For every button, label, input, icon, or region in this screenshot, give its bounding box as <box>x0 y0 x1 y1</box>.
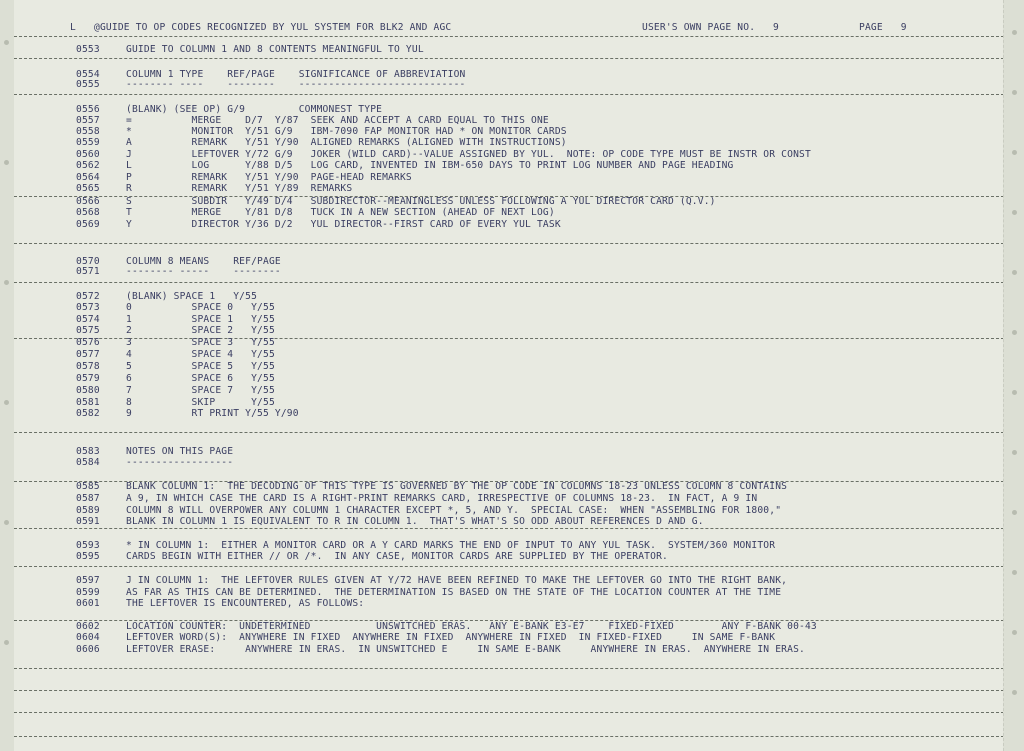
divider <box>14 243 1004 244</box>
sprocket-hole <box>1012 630 1017 635</box>
list-item: 0591 BLANK IN COLUMN 1 IS EQUIVALENT TO R IN COLUMN 1. THAT'S WHAT'S SO ODD ABOUT REFERENCES D AND G. <box>76 516 704 527</box>
list-item: 0582 9 RT PRINT Y/55 Y/90 <box>76 408 299 419</box>
list-item: 0560 J LEFTOVER Y/72 G/9 JOKER (WILD CARD)--VALUE ASSIGNED BY YUL. NOTE: OP CODE TYPE MUST BE INSTR OR CONST <box>76 149 811 160</box>
sprocket-hole <box>1012 510 1017 515</box>
sprocket-hole <box>1012 90 1017 95</box>
divider <box>14 282 1004 283</box>
sprocket-hole <box>1012 390 1017 395</box>
list-item: 0578 5 SPACE 5 Y/55 <box>76 361 275 372</box>
left-tractor-margin <box>0 0 15 751</box>
list-item: 0606 LEFTOVER ERASE: ANYWHERE IN ERAS. IN UNSWITCHED E IN SAME E-BANK ANYWHERE IN ERAS. ANYWHERE IN ERAS. <box>76 644 805 655</box>
printout-page <box>14 0 1004 751</box>
list-item: 0593 * IN COLUMN 1: EITHER A MONITOR CARD OR A Y CARD MARKS THE END OF INPUT TO ANY YUL TASK. SYSTEM/360 MONITOR <box>76 540 776 551</box>
divider <box>14 668 1004 669</box>
list-item: 0568 T MERGE Y/81 D/8 TUCK IN A NEW SECTION (AHEAD OF NEXT LOG) <box>76 207 555 218</box>
list-item: 0602 LOCATION COUNTER: UNDETERMINED UNSWITCHED ERAS. ANY E-BANK E3-E7 FIXED-FIXED ANY F-BANK 00-43 <box>76 621 817 632</box>
sprocket-hole <box>4 400 9 405</box>
right-tractor-margin <box>1003 0 1024 751</box>
list-item: 0577 4 SPACE 4 Y/55 <box>76 349 275 360</box>
sprocket-hole <box>1012 270 1017 275</box>
list-item: 0585 BLANK COLUMN 1: THE DECODING OF THIS TYPE IS GOVERNED BY THE OP CODE IN COLUMNS 18-23 UNLESS COLUMN 8 CONTAINS <box>76 481 788 492</box>
list-item: 0570 COLUMN 8 MEANS REF/PAGE <box>76 256 281 267</box>
divider <box>14 94 1004 95</box>
header-left-mark: L <box>70 22 76 33</box>
page-header <box>14 22 1004 34</box>
list-item: 0575 2 SPACE 2 Y/55 <box>76 325 275 336</box>
users-page-number: USER'S OWN PAGE NO. 9 <box>642 22 779 33</box>
sprocket-hole <box>4 520 9 525</box>
list-item: 0601 THE LEFTOVER IS ENCOUNTERED, AS FOLLOWS: <box>76 598 365 609</box>
list-item: 0556 (BLANK) (SEE OP) G/9 COMMONEST TYPE <box>76 104 383 115</box>
list-item: 0557 = MERGE D/7 Y/87 SEEK AND ACCEPT A CARD EQUAL TO THIS ONE <box>76 115 549 126</box>
list-item: 0565 R REMARK Y/51 Y/89 REMARKS <box>76 183 353 194</box>
page-title: @GUIDE TO OP CODES RECOGNIZED BY YUL SYSTEM FOR BLK2 AND AGC <box>94 22 452 33</box>
list-item: 0589 COLUMN 8 WILL OVERPOWER ANY COLUMN 1 CHARACTER EXCEPT *, 5, AND Y. SPECIAL CASE: WHEN "ASSEMBLING FOR 1800," <box>76 505 782 516</box>
divider <box>14 58 1004 59</box>
list-item: 0573 0 SPACE 0 Y/55 <box>76 302 275 313</box>
list-item: 0562 L LOG Y/88 D/5 LOG CARD, INVENTED IN IBM-650 DAYS TO PRINT LOG NUMBER AND PAGE HEADING <box>76 160 734 171</box>
list-item: 0569 Y DIRECTOR Y/36 D/2 YUL DIRECTOR--FIRST CARD OF EVERY YUL TASK <box>76 219 561 230</box>
sprocket-hole <box>1012 30 1017 35</box>
list-item: 0554 COLUMN 1 TYPE REF/PAGE SIGNIFICANCE OF ABBREVIATION <box>76 69 466 80</box>
sprocket-hole <box>1012 330 1017 335</box>
sprocket-hole <box>4 280 9 285</box>
list-item: 0604 LEFTOVER WORD(S): ANYWHERE IN FIXED ANYWHERE IN FIXED ANYWHERE IN FIXED IN FIXED-FIXED IN SAME F-BANK <box>76 632 776 643</box>
sprocket-hole <box>1012 570 1017 575</box>
list-item: 0579 6 SPACE 6 Y/55 <box>76 373 275 384</box>
list-item: 0581 8 SKIP Y/55 <box>76 397 275 408</box>
list-item: 0584 ------------------ <box>76 457 234 468</box>
sprocket-hole <box>1012 450 1017 455</box>
list-item: 0587 A 9, IN WHICH CASE THE CARD IS A RIGHT-PRINT REMARKS CARD, IRRESPECTIVE OF COLUMNS 18-23. IN FACT, A 9 IN <box>76 493 758 504</box>
divider <box>14 712 1004 713</box>
sprocket-hole <box>1012 150 1017 155</box>
list-item: 0595 CARDS BEGIN WITH EITHER // OR /*. IN ANY CASE, MONITOR CARDS ARE SUPPLIED BY THE OPERATOR. <box>76 551 668 562</box>
page-number: PAGE 9 <box>859 22 907 33</box>
divider <box>14 432 1004 433</box>
divider <box>14 36 1004 37</box>
list-item: 0566 S SUBDIR Y/49 D/4 SUBDIRECTOR--MEANINGLESS UNLESS FOLLOWING A YUL DIRECTOR CARD (Q.V.) <box>76 196 716 207</box>
divider <box>14 736 1004 737</box>
sprocket-hole <box>4 160 9 165</box>
list-item: 0553 GUIDE TO COLUMN 1 AND 8 CONTENTS MEANINGFUL TO YUL <box>76 44 424 55</box>
list-item: 0559 A REMARK Y/51 Y/90 ALIGNED REMARKS (ALIGNED WITH INSTRUCTIONS) <box>76 137 567 148</box>
sprocket-hole <box>1012 690 1017 695</box>
list-item: 0571 -------- ----- -------- <box>76 266 281 277</box>
divider <box>14 690 1004 691</box>
list-item: 0597 J IN COLUMN 1: THE LEFTOVER RULES GIVEN AT Y/72 HAVE BEEN REFINED TO MAKE THE LEFTOVER GO INTO THE RIGHT BANK, <box>76 575 788 586</box>
list-item: 0564 P REMARK Y/51 Y/90 PAGE-HEAD REMARKS <box>76 172 412 183</box>
sprocket-hole <box>4 640 9 645</box>
list-item: 0555 -------- ---- -------- ---------------------------- <box>76 79 466 90</box>
list-item: 0576 3 SPACE 3 Y/55 <box>76 337 275 348</box>
list-item: 0580 7 SPACE 7 Y/55 <box>76 385 275 396</box>
divider <box>14 566 1004 567</box>
list-item: 0583 NOTES ON THIS PAGE <box>76 446 234 457</box>
list-item: 0572 (BLANK) SPACE 1 Y/55 <box>76 291 258 302</box>
divider <box>14 528 1004 529</box>
list-item: 0574 1 SPACE 1 Y/55 <box>76 314 275 325</box>
list-item: 0599 AS FAR AS THIS CAN BE DETERMINED. THE DETERMINATION IS BASED ON THE STATE OF THE LOCATION COUNTER AT THE TIME <box>76 587 782 598</box>
sprocket-hole <box>4 40 9 45</box>
list-item: 0558 * MONITOR Y/51 G/9 IBM-7090 FAP MONITOR HAD * ON MONITOR CARDS <box>76 126 567 137</box>
sprocket-hole <box>1012 210 1017 215</box>
